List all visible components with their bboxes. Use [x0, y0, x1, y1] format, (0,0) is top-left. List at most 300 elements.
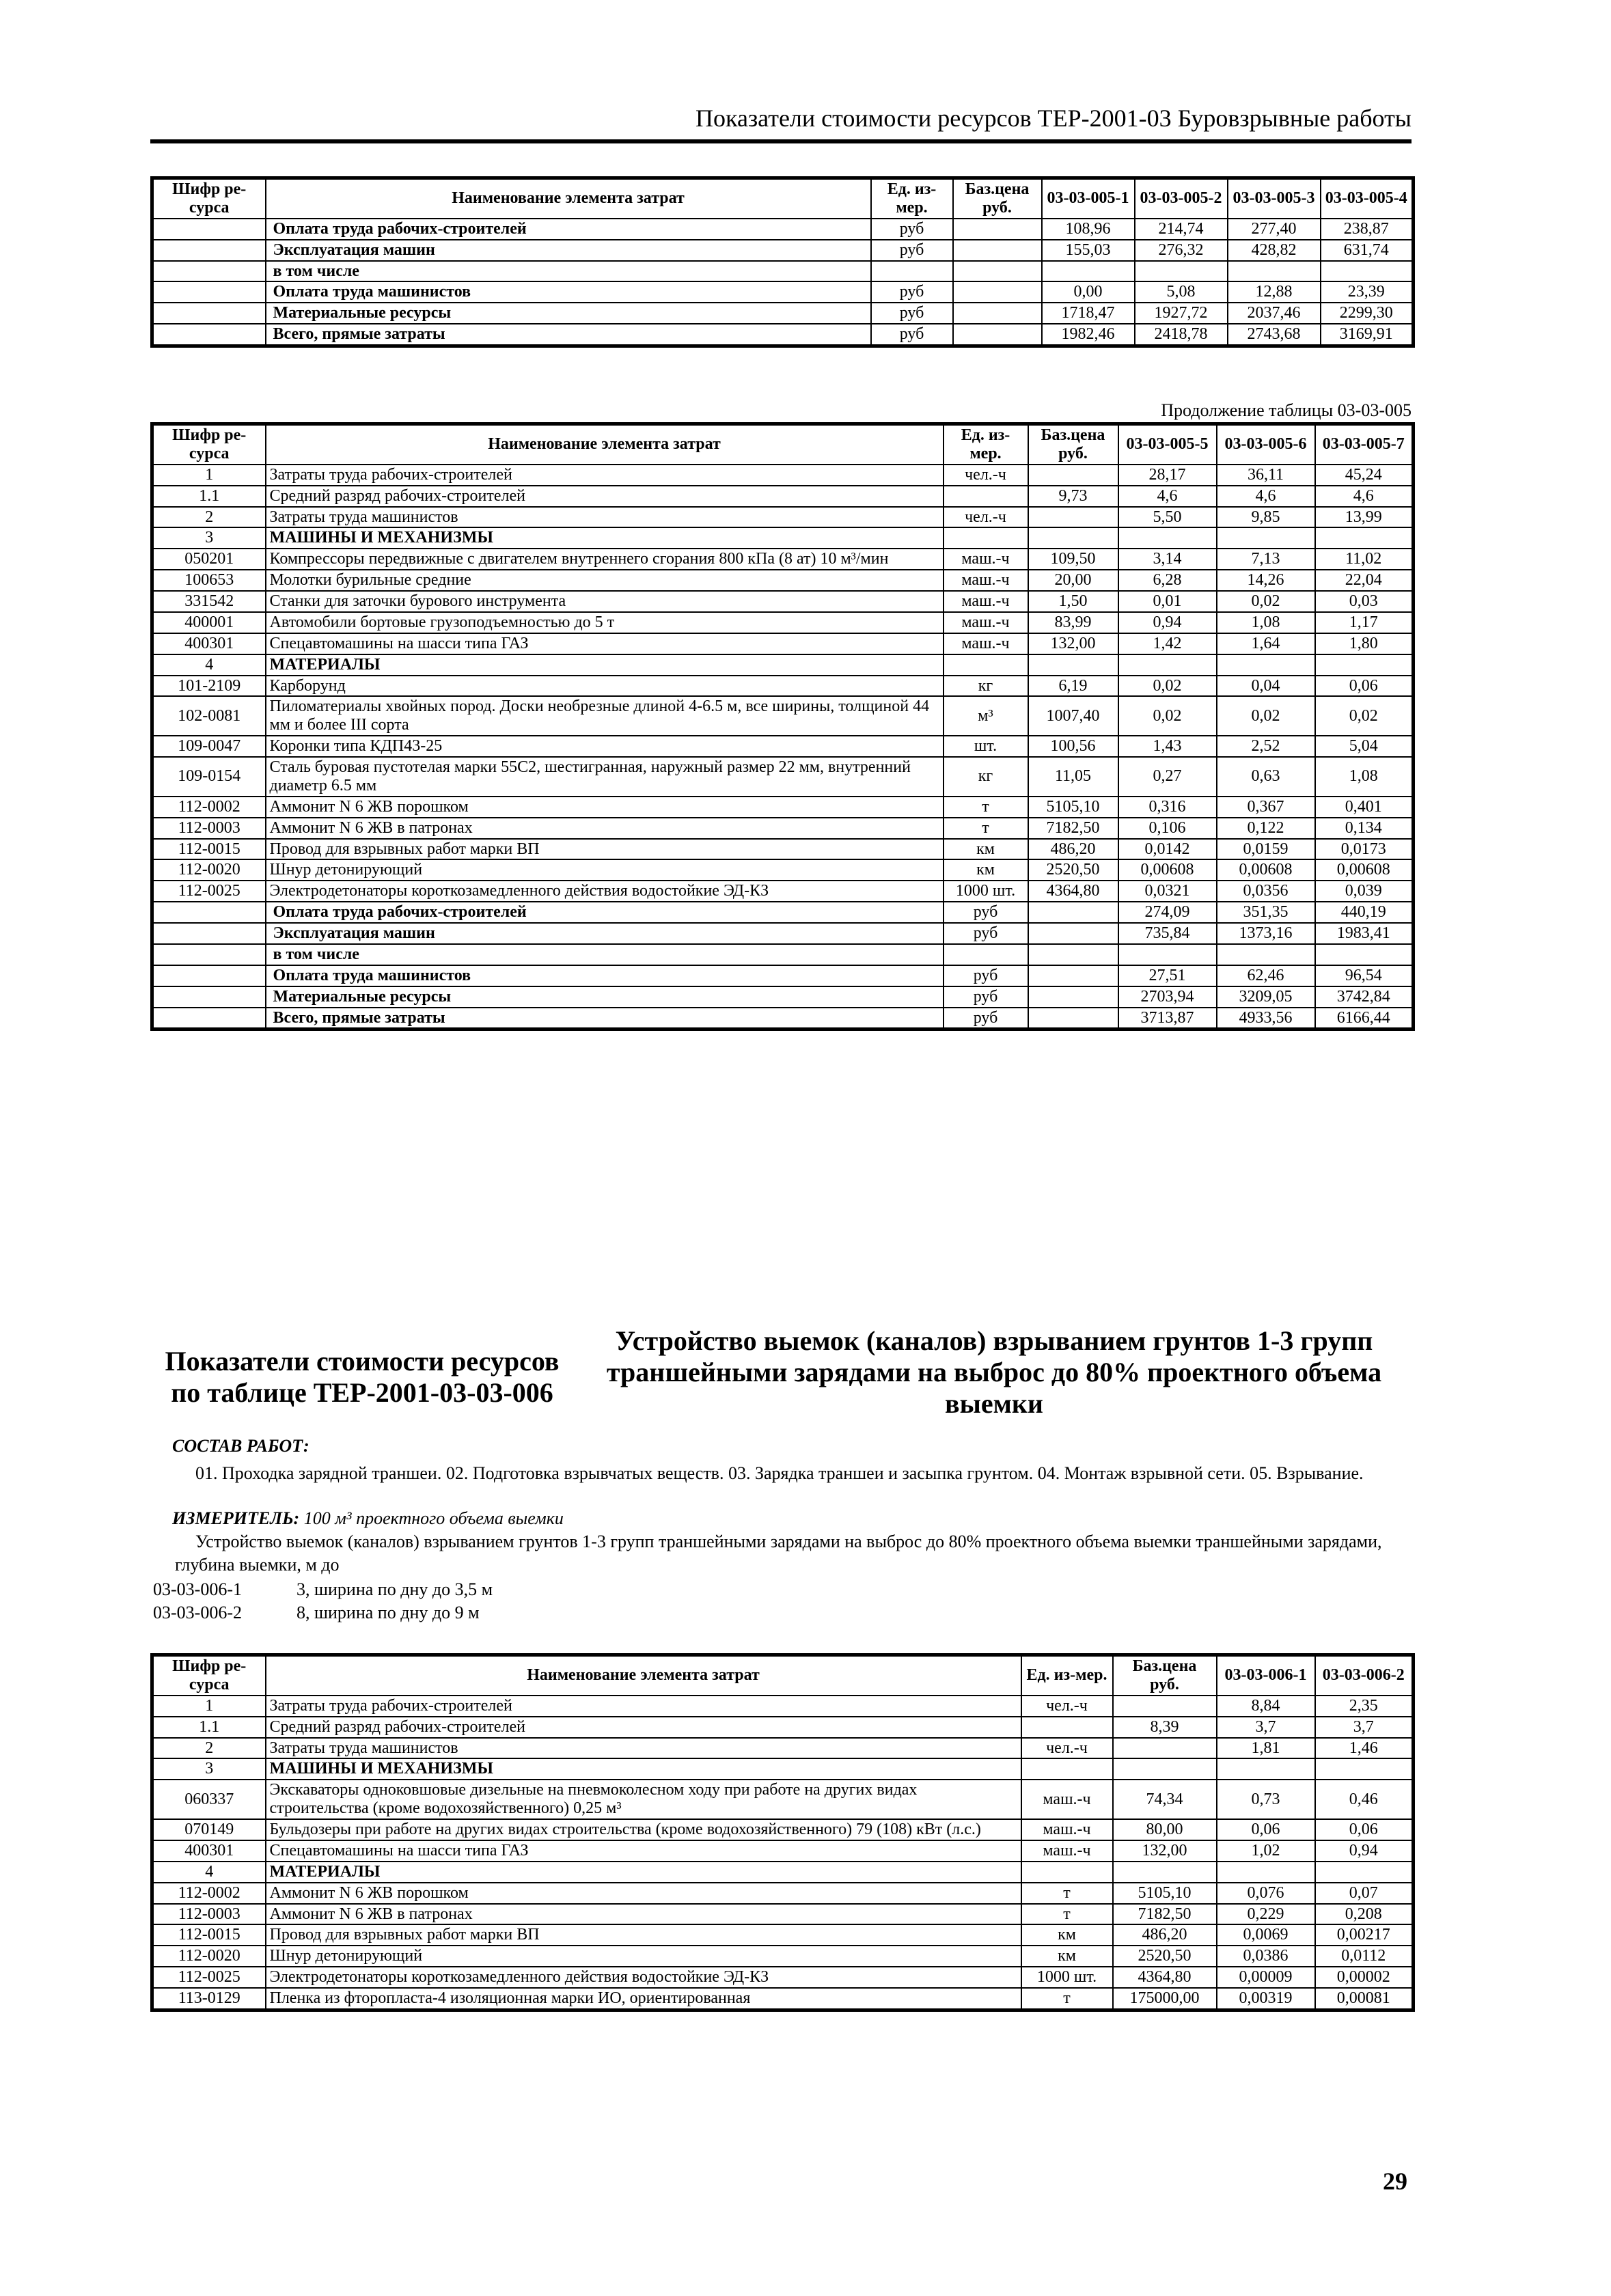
norm-value-cell: 1373,16: [1217, 923, 1315, 944]
norm-value-cell: 1,08: [1217, 612, 1315, 633]
base-price-cell: 486,20: [1028, 839, 1118, 860]
resource-code-cell: 400001: [152, 612, 266, 633]
resource-code-cell: [152, 261, 266, 282]
resource-code-cell: [152, 923, 266, 944]
norm-value-cell: 9,85: [1217, 507, 1315, 528]
base-price-cell: 4364,80: [1028, 881, 1118, 902]
unit-cell: чел.-ч: [944, 507, 1028, 528]
norm-value-cell: 0,0173: [1315, 839, 1414, 860]
base-price-cell: [1028, 654, 1118, 676]
resource-code-cell: 112-0025: [152, 1967, 266, 1988]
base-price-cell: [1113, 1862, 1217, 1883]
column-header: Шифр ре-сурса: [152, 178, 266, 219]
norm-value-cell: 428,82: [1228, 240, 1321, 261]
norm-value-cell: 0,00217: [1315, 1924, 1414, 1946]
table-row: [152, 1819, 1414, 1840]
norm-value-cell: 1,42: [1118, 633, 1217, 654]
norm-value-cell: 0,03: [1315, 591, 1414, 612]
unit-cell: [944, 944, 1028, 965]
table-row: [152, 1946, 1414, 1967]
works-text: 01. Проходка зарядной траншеи. 02. Подготовка взрывчатых веществ. 03. Зарядка траншеи и засыпка грунтом. 04. Монтаж взрывной сети. 05. Взрывание.: [195, 1463, 1364, 1483]
unit-cell: руб: [871, 324, 953, 346]
norm-value-cell: 0,00608: [1217, 859, 1315, 881]
norm-value-cell: 3,7: [1315, 1717, 1414, 1738]
base-price-cell: 2520,50: [1113, 1946, 1217, 1967]
base-price-cell: 6,19: [1028, 676, 1118, 697]
table-row: [152, 881, 1414, 902]
cost-element-cell: Затраты труда машинистов: [266, 507, 944, 528]
meter-label: ИЗМЕРИТЕЛЬ:: [172, 1508, 300, 1528]
norm-value-cell: 14,26: [1217, 570, 1315, 591]
norm-value-cell: 1,46: [1315, 1738, 1414, 1759]
base-price-cell: [1028, 1008, 1118, 1029]
resource-code-cell: 109-0047: [152, 736, 266, 757]
unit-cell: маш.-ч: [1021, 1780, 1113, 1819]
table-row: [152, 570, 1414, 591]
cost-element-cell: МАТЕРИАЛЫ: [266, 1862, 1021, 1883]
norm-value-cell: 0,0356: [1217, 881, 1315, 902]
norm-value-cell: 4,6: [1217, 486, 1315, 507]
resource-code-cell: [152, 986, 266, 1008]
norm-value-cell: 2,35: [1315, 1696, 1414, 1717]
table-row: [152, 1780, 1414, 1819]
cost-element-cell: Станки для заточки бурового инструмента: [266, 591, 944, 612]
norm-value-cell: [1315, 1862, 1414, 1883]
section-description: Устройство выемок (каналов) взрыванием грунтов 1-3 групп траншейными зарядами на выброс до 80% проектного объема выемки траншейными зарядами, глубина выемки, м до: [175, 1532, 1382, 1575]
unit-cell: чел.-ч: [1021, 1738, 1113, 1759]
norm-value-cell: [1217, 527, 1315, 549]
norm-value-cell: 1,80: [1315, 633, 1414, 654]
unit-cell: маш.-ч: [944, 591, 1028, 612]
norm-value-cell: [1217, 654, 1315, 676]
unit-cell: км: [1021, 1924, 1113, 1946]
norm-value-cell: [1118, 944, 1217, 965]
base-price-cell: [1028, 923, 1118, 944]
resource-code-cell: 100653: [152, 570, 266, 591]
norm-value-cell: 0,00608: [1118, 859, 1217, 881]
table-row: [152, 1883, 1414, 1904]
unit-cell: т: [1021, 1904, 1113, 1925]
resource-code-cell: [152, 944, 266, 965]
variant-text: 3, ширина по дну до 3,5 м: [297, 1579, 493, 1599]
norm-value-cell: 1,43: [1118, 736, 1217, 757]
cost-element-cell: Оплата труда рабочих-строителей: [266, 902, 944, 923]
table-header: [152, 178, 1414, 219]
norm-value-cell: 0,06: [1315, 1819, 1414, 1840]
norm-value-cell: 0,02: [1118, 676, 1217, 697]
column-header: 03-03-005-5: [1118, 424, 1217, 465]
cost-element-cell: Средний разряд рабочих-строителей: [266, 1717, 1021, 1738]
table-row: [152, 1696, 1414, 1717]
table-row: [152, 1862, 1414, 1883]
norm-value-cell: 2299,30: [1321, 303, 1414, 324]
norm-value-cell: 0,0386: [1217, 1946, 1315, 1967]
table-row: [152, 507, 1414, 528]
cost-element-cell: Автомобили бортовые грузоподъемностью до 5 т: [266, 612, 944, 633]
norm-value-cell: 62,46: [1217, 965, 1315, 986]
unit-cell: руб: [871, 219, 953, 240]
cost-element-cell: Оплата труда рабочих-строителей: [266, 219, 871, 240]
page-number: 29: [1383, 2168, 1407, 2195]
resource-code-cell: [152, 1008, 266, 1029]
norm-value-cell: 3169,91: [1321, 324, 1414, 346]
column-header: Наименование элемента затрат: [266, 424, 944, 465]
norm-value-cell: 0,00002: [1315, 1967, 1414, 1988]
norm-value-cell: 27,51: [1118, 965, 1217, 986]
norm-value-cell: 0,00009: [1217, 1967, 1315, 1988]
unit-cell: маш.-ч: [944, 570, 1028, 591]
column-header: 03-03-005-7: [1315, 424, 1414, 465]
norm-value-cell: 0,106: [1118, 818, 1217, 839]
unit-cell: т: [1021, 1883, 1113, 1904]
norm-value-cell: 5,50: [1118, 507, 1217, 528]
cost-element-cell: Аммонит N 6 ЖВ в патронах: [266, 1904, 1021, 1925]
resource-code-cell: 3: [152, 1758, 266, 1780]
norm-value-cell: 1,81: [1217, 1738, 1315, 1759]
norm-value-cell: 0,07: [1315, 1883, 1414, 1904]
unit-cell: руб: [944, 902, 1028, 923]
table-row: [152, 757, 1414, 797]
base-price-cell: 11,05: [1028, 757, 1118, 797]
table-row: [152, 281, 1414, 303]
column-header: Шифр ре-сурса: [152, 424, 266, 465]
resource-code-cell: 331542: [152, 591, 266, 612]
norm-value-cell: 0,229: [1217, 1904, 1315, 1925]
resource-code-cell: 1: [152, 465, 266, 486]
base-price-cell: 5105,10: [1113, 1883, 1217, 1904]
unit-cell: руб: [944, 923, 1028, 944]
table-row: [152, 986, 1414, 1008]
norm-value-cell: [1228, 261, 1321, 282]
norm-value-cell: 13,99: [1315, 507, 1414, 528]
norm-value-cell: 351,35: [1217, 902, 1315, 923]
norm-value-cell: [1118, 654, 1217, 676]
table-row: [152, 839, 1414, 860]
base-price-cell: 74,34: [1113, 1780, 1217, 1819]
norm-value-cell: 4933,56: [1217, 1008, 1315, 1029]
base-price-cell: 486,20: [1113, 1924, 1217, 1946]
column-header: Баз.цена руб.: [1113, 1655, 1217, 1696]
cost-element-cell: Экскаваторы одноковшовые дизельные на пневмоколесном ходу при работе на других видах строительства (кроме водохозяйственного) 0,25 м³: [266, 1780, 1021, 1819]
resource-code-cell: [152, 240, 266, 261]
cost-element-cell: Средний разряд рабочих-строителей: [266, 486, 944, 507]
norm-value-cell: 0,00: [1042, 281, 1135, 303]
norm-value-cell: 2418,78: [1135, 324, 1228, 346]
unit-cell: руб: [944, 1008, 1028, 1029]
page-header: Показатели стоимости ресурсов ТЕР-2001-03 Буровзрывные работы: [150, 101, 1412, 143]
resource-code-cell: [152, 324, 266, 346]
resource-code-cell: 102-0081: [152, 696, 266, 736]
unit-cell: км: [944, 859, 1028, 881]
costs-table-005-1-4: [150, 176, 1415, 348]
base-price-cell: [1028, 902, 1118, 923]
cost-element-cell: Электродетонаторы короткозамедленного действия водостойкие ЭД-КЗ: [266, 881, 944, 902]
table-row: [152, 818, 1414, 839]
resource-code-cell: 112-0015: [152, 1924, 266, 1946]
norm-value-cell: 12,88: [1228, 281, 1321, 303]
table-row: [152, 944, 1414, 965]
costs-table-005-5-7: [150, 422, 1415, 1031]
section-title-right: Устройство выемок (каналов) взрыванием грунтов 1-3 групп траншейными зарядами на выброс до 80% проектного объема выемки: [606, 1325, 1382, 1419]
base-price-cell: 1,50: [1028, 591, 1118, 612]
unit-cell: чел.-ч: [1021, 1696, 1113, 1717]
variant-code: 03-03-006-1: [153, 1579, 242, 1599]
norm-value-cell: [1118, 527, 1217, 549]
cost-element-cell: Материальные ресурсы: [266, 986, 944, 1008]
unit-cell: руб: [944, 986, 1028, 1008]
norm-value-cell: 0,01: [1118, 591, 1217, 612]
base-price-cell: 80,00: [1113, 1819, 1217, 1840]
unit-cell: шт.: [944, 736, 1028, 757]
norm-value-cell: 214,74: [1135, 219, 1228, 240]
norm-value-cell: 7,13: [1217, 549, 1315, 570]
cost-element-cell: Пиломатериалы хвойных пород. Доски необрезные длиной 4-6.5 м, все ширины, толщиной 44 мм и более III сорта: [266, 696, 944, 736]
base-price-cell: 100,56: [1028, 736, 1118, 757]
norm-value-cell: [1042, 261, 1135, 282]
resource-code-cell: 112-0025: [152, 881, 266, 902]
cost-element-cell: Компрессоры передвижные с двигателем внутреннего сгорания 800 кПа (8 ат) 10 м³/мин: [266, 549, 944, 570]
norm-value-cell: 0,122: [1217, 818, 1315, 839]
unit-cell: руб: [871, 303, 953, 324]
norm-value-cell: [1217, 944, 1315, 965]
unit-cell: км: [1021, 1946, 1113, 1967]
base-price-cell: [953, 261, 1042, 282]
table-row: [152, 486, 1414, 507]
table-row: [152, 965, 1414, 986]
cost-element-cell: Коронки типа КДП43-25: [266, 736, 944, 757]
unit-cell: [1021, 1862, 1113, 1883]
table-row: [152, 324, 1414, 346]
unit-cell: [944, 486, 1028, 507]
resource-code-cell: 070149: [152, 1819, 266, 1840]
unit-cell: [944, 527, 1028, 549]
norm-value-cell: 1983,41: [1315, 923, 1414, 944]
section-title-left: Показатели стоимости ресурсов по таблице ТЕР-2001-03-03-006: [165, 1346, 560, 1408]
norm-value-cell: 1,64: [1217, 633, 1315, 654]
norm-value-cell: 6166,44: [1315, 1008, 1414, 1029]
table-row: [152, 261, 1414, 282]
cost-element-cell: Оплата труда машинистов: [266, 281, 871, 303]
table-row: [152, 1840, 1414, 1862]
norm-value-cell: 0,94: [1315, 1840, 1414, 1862]
resource-code-cell: 113-0129: [152, 1988, 266, 2010]
table-row: [152, 1008, 1414, 1029]
base-price-cell: [953, 219, 1042, 240]
base-price-cell: 7182,50: [1028, 818, 1118, 839]
column-header: Ед. из-мер.: [871, 178, 953, 219]
norm-value-cell: [1315, 1758, 1414, 1780]
norm-value-cell: [1217, 1758, 1315, 1780]
unit-cell: чел.-ч: [944, 465, 1028, 486]
norm-value-cell: 0,73: [1217, 1780, 1315, 1819]
norm-value-cell: 0,27: [1118, 757, 1217, 797]
unit-cell: 1000 шт.: [1021, 1967, 1113, 1988]
unit-cell: маш.-ч: [944, 549, 1028, 570]
norm-value-cell: 0,0112: [1315, 1946, 1414, 1967]
table-header: [152, 1655, 1414, 1696]
norm-value-cell: 2037,46: [1228, 303, 1321, 324]
unit-cell: маш.-ч: [944, 633, 1028, 654]
norm-value-cell: 0,0069: [1217, 1924, 1315, 1946]
base-price-cell: 83,99: [1028, 612, 1118, 633]
cost-element-cell: МАТЕРИАЛЫ: [266, 654, 944, 676]
resource-code-cell: 400301: [152, 1840, 266, 1862]
norm-value-cell: 22,04: [1315, 570, 1414, 591]
norm-value-cell: [1217, 1862, 1315, 1883]
cost-element-cell: Аммонит N 6 ЖВ в патронах: [266, 818, 944, 839]
column-header: 03-03-005-1: [1042, 178, 1135, 219]
norm-value-cell: 2,52: [1217, 736, 1315, 757]
norm-value-cell: 4,6: [1315, 486, 1414, 507]
unit-cell: кг: [944, 676, 1028, 697]
cost-element-cell: Затраты труда рабочих-строителей: [266, 1696, 1021, 1717]
cost-element-cell: в том числе: [266, 944, 944, 965]
base-price-cell: [1113, 1738, 1217, 1759]
unit-cell: маш.-ч: [944, 612, 1028, 633]
norm-value-cell: 3,7: [1217, 1717, 1315, 1738]
table-row: [152, 1758, 1414, 1780]
cost-element-cell: Молотки бурильные средние: [266, 570, 944, 591]
table-row: [152, 1967, 1414, 1988]
norm-value-cell: 0,00319: [1217, 1988, 1315, 2010]
base-price-cell: [953, 281, 1042, 303]
norm-value-cell: 0,02: [1118, 696, 1217, 736]
unit-cell: маш.-ч: [1021, 1819, 1113, 1840]
base-price-cell: [1028, 527, 1118, 549]
resource-code-cell: 3: [152, 527, 266, 549]
unit-cell: руб: [871, 281, 953, 303]
norm-value-cell: 4,6: [1118, 486, 1217, 507]
resource-code-cell: 2: [152, 507, 266, 528]
table-row: [152, 303, 1414, 324]
base-price-cell: 20,00: [1028, 570, 1118, 591]
table-row: [152, 240, 1414, 261]
norm-value-cell: 1982,46: [1042, 324, 1135, 346]
norm-value-cell: 5,04: [1315, 736, 1414, 757]
table-row: [152, 1924, 1414, 1946]
norm-value-cell: 28,17: [1118, 465, 1217, 486]
unit-cell: [1021, 1758, 1113, 1780]
norm-value-cell: [1315, 527, 1414, 549]
base-price-cell: 1007,40: [1028, 696, 1118, 736]
resource-code-cell: 050201: [152, 549, 266, 570]
cost-element-cell: Затраты труда машинистов: [266, 1738, 1021, 1759]
resource-code-cell: [152, 303, 266, 324]
table-row: [152, 612, 1414, 633]
norm-value-cell: [1135, 261, 1228, 282]
norm-value-cell: 96,54: [1315, 965, 1414, 986]
resource-code-cell: 2: [152, 1738, 266, 1759]
norm-value-cell: 0,00081: [1315, 1988, 1414, 2010]
table-row: [152, 1717, 1414, 1738]
norm-value-cell: 0,06: [1217, 1819, 1315, 1840]
unit-cell: м³: [944, 696, 1028, 736]
cost-element-cell: Электродетонаторы короткозамедленного действия водостойкие ЭД-КЗ: [266, 1967, 1021, 1988]
norm-value-cell: 2743,68: [1228, 324, 1321, 346]
norm-value-cell: 0,06: [1315, 676, 1414, 697]
norm-value-cell: 440,19: [1315, 902, 1414, 923]
norm-value-cell: 735,84: [1118, 923, 1217, 944]
unit-cell: маш.-ч: [1021, 1840, 1113, 1862]
column-header: 03-03-005-3: [1228, 178, 1321, 219]
resource-code-cell: 1.1: [152, 486, 266, 507]
norm-value-cell: 1,08: [1315, 757, 1414, 797]
cost-element-cell: Провод для взрывных работ марки ВП: [266, 839, 944, 860]
unit-cell: [944, 654, 1028, 676]
norm-value-cell: 11,02: [1315, 549, 1414, 570]
base-price-cell: 109,50: [1028, 549, 1118, 570]
norm-value-cell: 1718,47: [1042, 303, 1135, 324]
norm-value-cell: 0,02: [1315, 696, 1414, 736]
base-price-cell: 2520,50: [1028, 859, 1118, 881]
unit-cell: руб: [871, 240, 953, 261]
norm-value-cell: 1927,72: [1135, 303, 1228, 324]
norm-value-cell: 3713,87: [1118, 1008, 1217, 1029]
cost-element-cell: Аммонит N 6 ЖВ порошком: [266, 1883, 1021, 1904]
resource-code-cell: 109-0154: [152, 757, 266, 797]
norm-value-cell: 274,09: [1118, 902, 1217, 923]
base-price-cell: [953, 303, 1042, 324]
norm-value-cell: 277,40: [1228, 219, 1321, 240]
unit-cell: км: [944, 839, 1028, 860]
base-price-cell: 132,00: [1028, 633, 1118, 654]
resource-code-cell: [152, 281, 266, 303]
norm-value-cell: 1,02: [1217, 1840, 1315, 1862]
variant-row: [153, 1578, 493, 1601]
cost-element-cell: Спецавтомашины на шасси типа ГАЗ: [266, 1840, 1021, 1862]
table-row: [152, 859, 1414, 881]
variant-text: 8, ширина по дну до 9 м: [297, 1603, 480, 1622]
table-row: [152, 902, 1414, 923]
variant-row: [153, 1601, 480, 1624]
table-row: [152, 1988, 1414, 2010]
unit-cell: т: [944, 818, 1028, 839]
norm-value-cell: 0,208: [1315, 1904, 1414, 1925]
norm-value-cell: 6,28: [1118, 570, 1217, 591]
column-header: 03-03-006-2: [1315, 1655, 1414, 1696]
cost-element-cell: Спецавтомашины на шасси типа ГАЗ: [266, 633, 944, 654]
norm-value-cell: 45,24: [1315, 465, 1414, 486]
table-row: [152, 1738, 1414, 1759]
base-price-cell: [1028, 944, 1118, 965]
table-row: [152, 1904, 1414, 1925]
norm-value-cell: 1,17: [1315, 612, 1414, 633]
norm-value-cell: 0,00608: [1315, 859, 1414, 881]
norm-value-cell: 276,32: [1135, 240, 1228, 261]
norm-value-cell: 0,04: [1217, 676, 1315, 697]
cost-element-cell: Эксплуатация машин: [266, 923, 944, 944]
base-price-cell: 7182,50: [1113, 1904, 1217, 1925]
norm-value-cell: 3209,05: [1217, 986, 1315, 1008]
unit-cell: руб: [944, 965, 1028, 986]
base-price-cell: 132,00: [1113, 1840, 1217, 1862]
norm-value-cell: 8,84: [1217, 1696, 1315, 1717]
base-price-cell: 5105,10: [1028, 797, 1118, 818]
base-price-cell: [1113, 1696, 1217, 1717]
norm-value-cell: 36,11: [1217, 465, 1315, 486]
resource-code-cell: 400301: [152, 633, 266, 654]
resource-code-cell: 1: [152, 1696, 266, 1717]
resource-code-cell: [152, 902, 266, 923]
cost-element-cell: Бульдозеры при работе на других видах строительства (кроме водохозяйственного) 79 (108) кВт (л.с.): [266, 1819, 1021, 1840]
resource-code-cell: 1.1: [152, 1717, 266, 1738]
column-header: Шифр ре-сурса: [152, 1655, 266, 1696]
base-price-cell: [1028, 986, 1118, 1008]
norm-value-cell: 0,0142: [1118, 839, 1217, 860]
norm-value-cell: 0,039: [1315, 881, 1414, 902]
cost-element-cell: Всего, прямые затраты: [266, 1008, 944, 1029]
table-row: [152, 549, 1414, 570]
